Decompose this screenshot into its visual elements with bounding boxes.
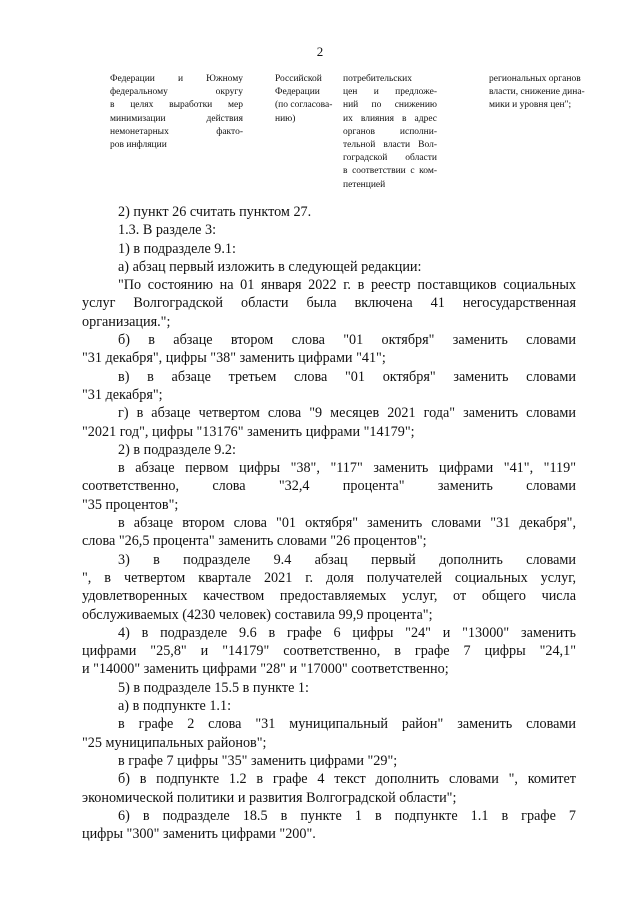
cell-line: немонетарных факто-	[110, 126, 243, 137]
text-line: "35 процентов";	[82, 496, 179, 513]
table-cell-col2	[275, 73, 331, 126]
cell-line: власти, снижение дина-	[489, 87, 585, 98]
amendment-text	[82, 203, 576, 843]
text-line: 2) в подразделе 9.2:	[118, 441, 236, 458]
text-line: организация.";	[82, 313, 171, 330]
text-line: соответственно, слова "32,4 процента" заменить словами	[82, 478, 576, 495]
text-line: б) в абзаце втором слова "01 октября" заменить словами	[118, 332, 576, 349]
page-number: 2	[316, 44, 324, 59]
cell-line: Федерации	[275, 87, 320, 98]
cell-line: минимизации действия	[110, 113, 243, 124]
text-line: "25 муниципальных районов";	[82, 734, 267, 751]
text-line: 1) в подразделе 9.1:	[118, 240, 236, 257]
text-line: экономической политики и развития Волгоградской области";	[82, 789, 457, 806]
text-line: 1.3. В разделе 3:	[118, 222, 217, 239]
text-line: в графе 7 цифры "35" заменить цифрами "29";	[118, 752, 398, 769]
cell-line: их влияния в адрес	[343, 113, 437, 124]
text-line: ", в четвертом квартале 2021 г. доля получателей социальных услуг,	[82, 569, 576, 586]
text-line: а) абзац первый изложить в следующей редакции:	[118, 258, 422, 275]
cell-line: гоградской области	[343, 153, 437, 164]
text-line: обслуживаемых (4230 человек) составила 99,9 процента";	[82, 606, 433, 623]
cell-line: Федерации и Южному	[110, 74, 243, 84]
text-line: 3) в подразделе 9.4 абзац первый дополнить словами	[118, 551, 576, 568]
text-line: "По состоянию на 01 января 2022 г. в реестр поставщиков социальных	[118, 277, 576, 294]
cell-line: в соответствии с ком-	[343, 166, 437, 177]
text-line: в) в абзаце третьем слова "01 октября" заменить словами	[118, 368, 576, 385]
cell-line: (по согласова-	[275, 100, 333, 111]
text-line: г) в абзаце четвертом слова "9 месяцев 2021 года" заменить словами	[118, 405, 576, 422]
cell-line: Российской	[275, 74, 322, 84]
text-line: слова "26,5 процента" заменить словами "26 процентов";	[82, 533, 427, 550]
text-line: в абзаце первом цифры "38", "117" заменить цифрами "41", "119"	[118, 460, 576, 477]
cell-line: ний по снижению	[343, 100, 437, 111]
text-line: 2) пункт 26 считать пунктом 27.	[118, 204, 312, 220]
cell-line: в целях выработки мер	[110, 100, 243, 111]
cell-line: потребительских	[343, 74, 412, 84]
text-line: 4) в подразделе 9.6 в графе 6 цифры "24" и "13000" заменить	[118, 624, 576, 641]
text-line: цифры "300" заменить цифрами "200".	[82, 826, 316, 843]
cell-line: петенцией	[343, 179, 386, 190]
text-line: в графе 2 слова "31 муниципальный район" заменить словами	[118, 716, 576, 733]
cell-line: региональных органов	[489, 74, 581, 84]
text-line: услуг Волгоградской области была включена 41 негосударственная	[82, 295, 576, 312]
table-cell-col4	[489, 73, 594, 113]
text-line: удовлетворенных качеством предоставляемых услуг, от общего числа	[82, 588, 576, 605]
cell-line: ров инфляции	[110, 140, 167, 151]
text-line: б) в подпункте 1.2 в графе 4 текст дополнить словами ", комитет	[118, 771, 576, 788]
cell-line: нию)	[275, 113, 296, 124]
cell-line: цен и предложе-	[343, 87, 437, 98]
cell-line: мики и уровня цен";	[489, 100, 572, 111]
cell-line: органов исполни-	[343, 126, 437, 137]
table-cell-col3	[343, 73, 437, 192]
text-line: в абзаце втором слова "01 октября" заменить словами "31 декабря",	[118, 515, 576, 532]
cell-line: федеральному округу	[110, 87, 243, 98]
text-line: "2021 год", цифры "13176" заменить цифрами "14179";	[82, 423, 415, 440]
text-line: "31 декабря";	[82, 386, 163, 403]
text-line: 5) в подразделе 15.5 в пункте 1:	[118, 679, 309, 696]
text-line: и "14000" заменить цифрами "28" и "17000" соответственно;	[82, 661, 449, 678]
table-cell-col1	[110, 73, 243, 152]
text-line: "31 декабря", цифры "38" заменить цифрами "41";	[82, 350, 386, 367]
text-line: а) в подпункте 1.1:	[118, 698, 232, 715]
text-line: цифрами "25,8" и "14179" соответственно, в графе 7 цифры "24,1"	[82, 643, 576, 660]
cell-line: тельной власти Вол-	[343, 140, 437, 151]
text-line: 6) в подразделе 18.5 в пункте 1 в подпункте 1.1 в графе 7	[118, 807, 576, 824]
